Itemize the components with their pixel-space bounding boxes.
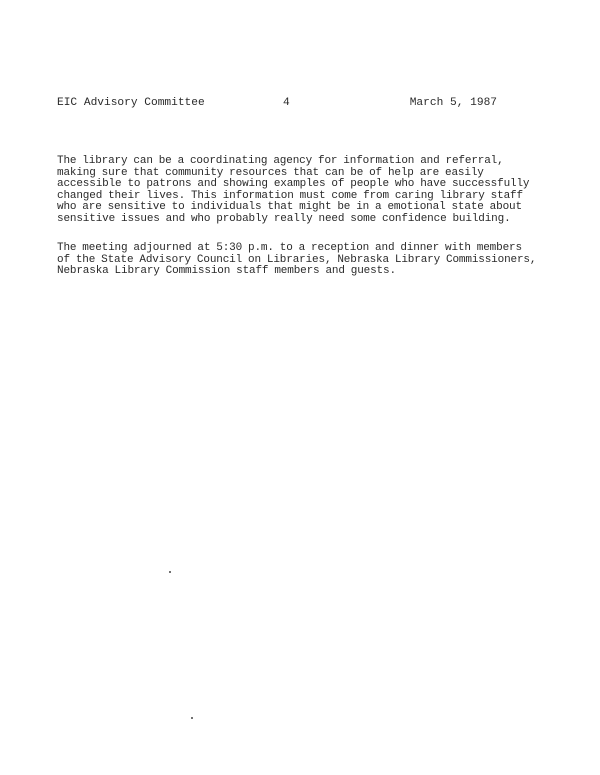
paragraph-adjournment bbox=[57, 242, 537, 278]
text-line: Nebraska Library Commission staff members and guests. bbox=[57, 265, 396, 278]
text-line: The library can be a coordinating agency for information and referral, bbox=[57, 155, 504, 167]
text-line: The meeting adjourned at 5:30 p.m. to a reception and dinner with members bbox=[57, 242, 522, 254]
text-line: who are sensitive to individuals that might be in a emotional state about bbox=[57, 201, 522, 214]
text-line: making sure that community resources that can be of help are easily bbox=[57, 166, 484, 179]
text-line: accessible to patrons and showing examples of people who have successfully bbox=[57, 178, 530, 191]
header-date: March 5, 1987 bbox=[409, 97, 497, 109]
text-line: changed their lives. This information must come from caring library staff bbox=[57, 189, 523, 202]
text-line: of the State Advisory Council on Libraries, Nebraska Library Commissioners, bbox=[57, 253, 537, 266]
scan-speck bbox=[169, 571, 171, 573]
paragraph-referral bbox=[57, 155, 530, 226]
header-committee-name: EIC Advisory Committee bbox=[57, 97, 205, 109]
header-page-number: 4 bbox=[283, 97, 290, 109]
scan-speck bbox=[191, 717, 193, 719]
page-header bbox=[57, 96, 497, 110]
text-line: sensitive issues and who probably really need some confidence building. bbox=[57, 212, 511, 225]
